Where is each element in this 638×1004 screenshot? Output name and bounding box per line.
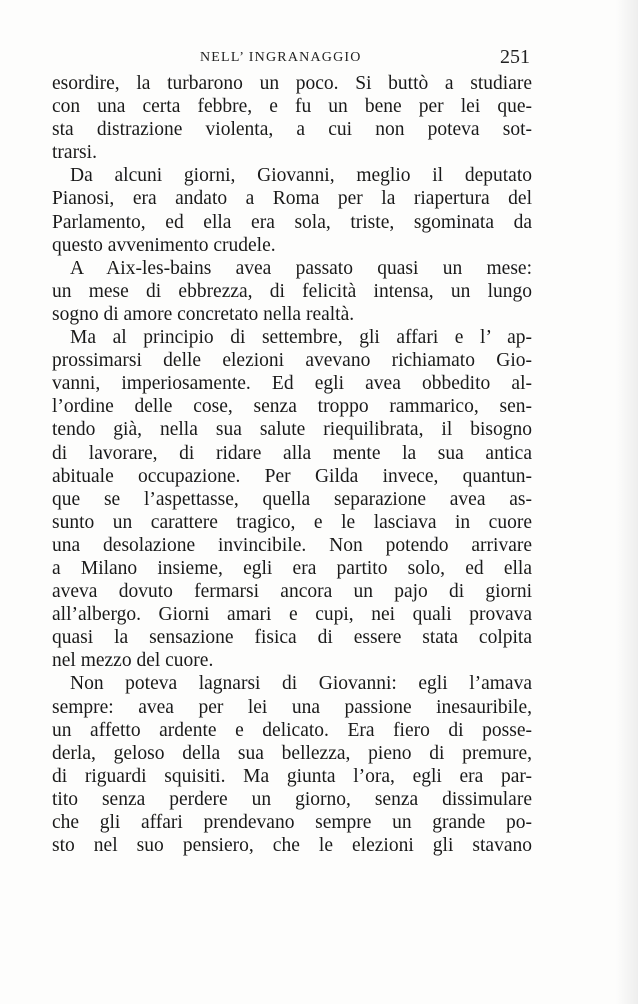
text-line: sempre: avea per lei una passione inesauribile, [52, 696, 532, 718]
page-number: 251 [500, 46, 530, 68]
page-header [200, 46, 530, 70]
text-line: una desolazione invincibile. Non potendo arrivare [52, 534, 532, 556]
text-line: vanni, imperiosamente. Ed egli avea obbedito al- [52, 373, 532, 395]
text-line: trarsi. [52, 142, 97, 164]
text-line: un mese di ebbrezza, di felicità intensa, un lungo [52, 280, 532, 302]
text-line: un affetto ardente e delicato. Era fiero di posse- [52, 719, 532, 741]
text-line: con una certa febbre, e fu un bene per lei que- [52, 96, 532, 118]
text-line: prossimarsi delle elezioni avevano richiamato Gio- [52, 350, 532, 372]
text-line: sta distrazione violenta, a cui non poteva sot- [52, 119, 532, 141]
text-line: que se l’aspettasse, quella separazione avea as- [52, 488, 532, 510]
body-text [52, 72, 532, 857]
text-line: abituale occupazione. Per Gilda invece, quantun- [52, 465, 532, 487]
text-line: Ma al principio di settembre, gli affari e l’ ap- [70, 327, 532, 349]
text-line: tendo già, nella sua salute riequilibrata, il bisogno [52, 419, 532, 441]
text-line: sto nel suo pensiero, che le elezioni gli stavano [52, 835, 532, 857]
text-line: nel mezzo del cuore. [52, 650, 214, 672]
text-line: Non poteva lagnarsi di Giovanni: egli l’amava [70, 673, 532, 695]
text-line: esordire, la turbarono un poco. Si buttò a studiare [52, 73, 532, 94]
text-line: Parlamento, ed ella era sola, triste, sgominata da [52, 211, 532, 233]
running-head: NELL’ INGRANAGGIO [200, 50, 362, 65]
text-line: che gli affari prendevano sempre un grande po- [52, 812, 532, 833]
text-line: derla, geloso della sua bellezza, pieno di premure, [52, 742, 532, 764]
text-line: di lavorare, di ridare alla mente la sua antica [52, 442, 532, 464]
text-line: tito senza perdere un giorno, senza dissimulare [52, 788, 532, 810]
text-line: sogno di amore concretato nella realtà. [52, 303, 355, 325]
text-line: a Milano insieme, egli era partito solo, ed ella [52, 557, 532, 579]
text-line: sunto un carattere tragico, e le lasciava in cuore [52, 511, 532, 533]
text-line: l’ordine delle cose, senza troppo rammarico, sen- [52, 396, 532, 418]
text-line: all’albergo. Giorni amari e cupi, nei quali provava [52, 604, 532, 626]
text-line: Da alcuni giorni, Giovanni, meglio il deputato [70, 165, 532, 187]
text-line: di riguardi squisiti. Ma giunta l’ora, egli era par- [52, 765, 532, 787]
text-line: aveva dovuto fermarsi ancora un pajo di giorni [52, 581, 532, 603]
text-line: questo avvenimento crudele. [52, 234, 276, 256]
page-edge-shadow [616, 0, 638, 1004]
text-line: A Aix-les-bains avea passato quasi un mese: [70, 257, 532, 279]
text-line: quasi la sensazione fisica di essere stata colpita [52, 627, 532, 649]
text-line: Pianosi, era andato a Roma per la riapertura del [52, 188, 532, 210]
